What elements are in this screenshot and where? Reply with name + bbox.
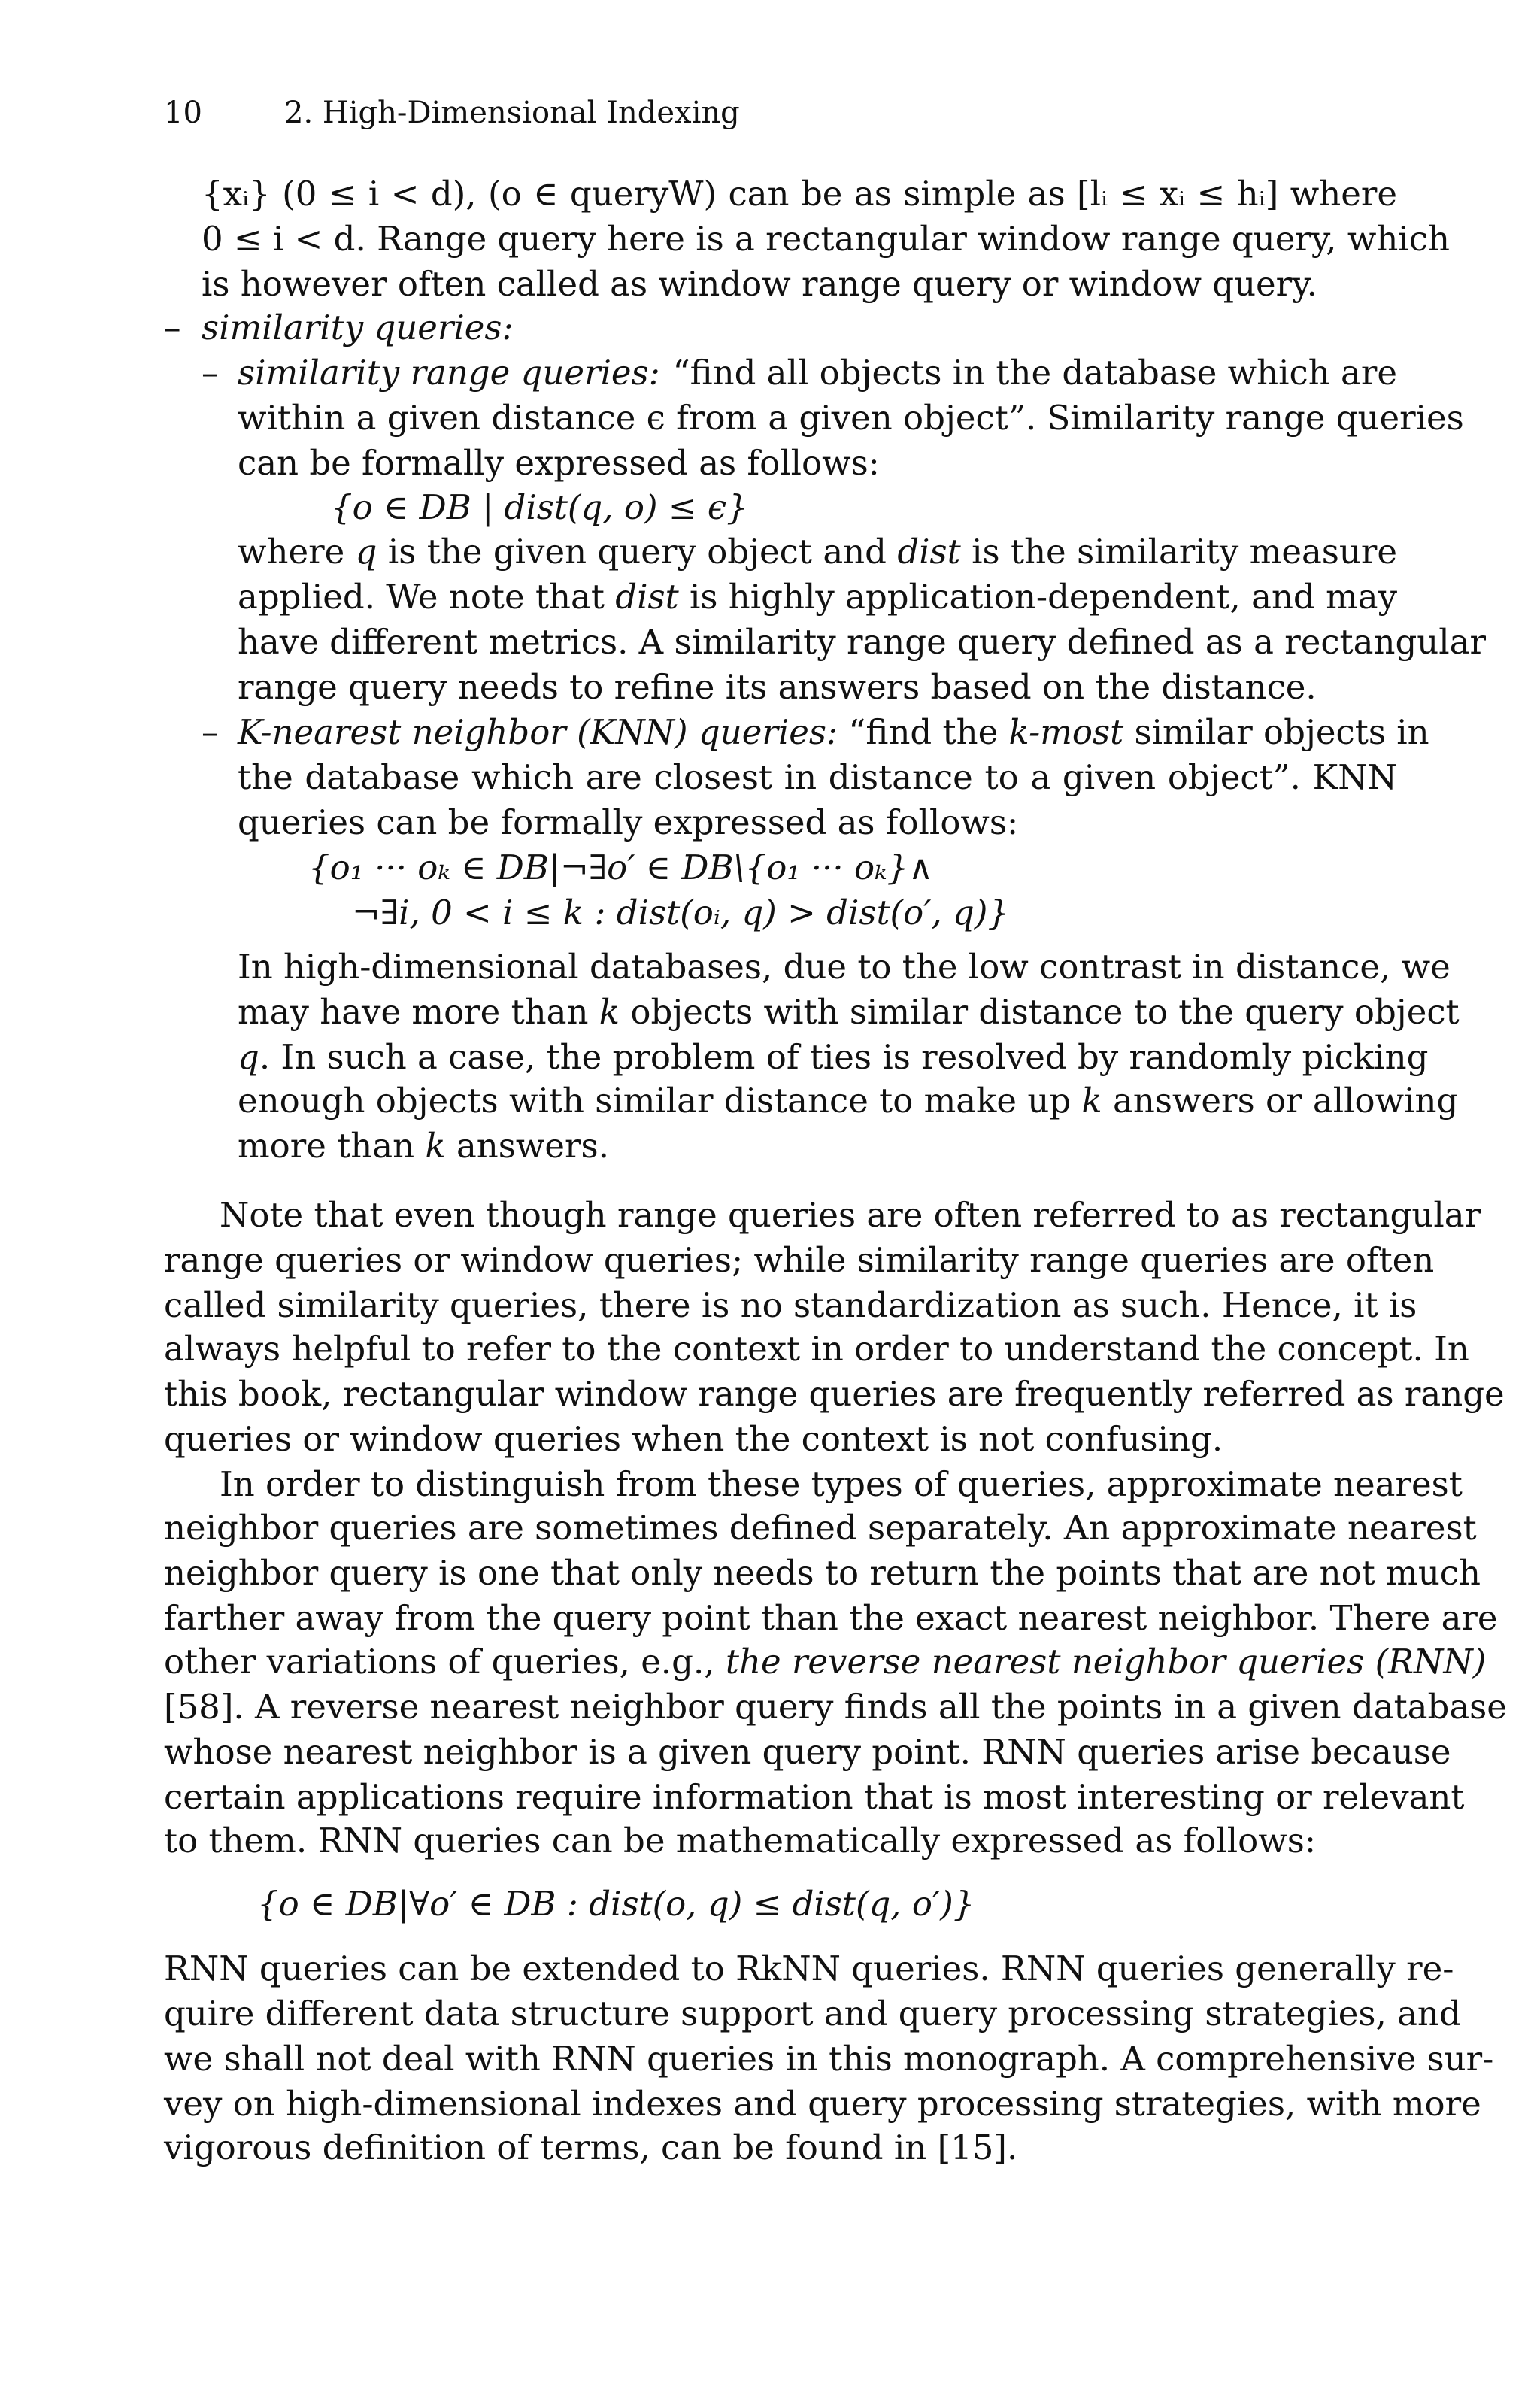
text-line: within a given distance ϵ from a given object”. Similarity range queries <box>238 398 1464 438</box>
text-line: In order to distinguish from these types of queries, approximate nearest <box>220 1464 1463 1504</box>
text-span: objects with similar distance to the query object <box>620 992 1460 1032</box>
equation: {o ∈ DB|∀o′ ∈ DB : dist(o, q) ≤ dist(q, o′)} <box>257 1884 975 1924</box>
text-line: RNN queries can be extended to RkNN queries. RNN queries generally re- <box>164 1949 1454 1988</box>
math-var: k <box>1081 1081 1102 1121</box>
text-span: “find the <box>838 712 1009 752</box>
text-line: the database which are closest in distance to a given object”. KNN <box>238 757 1397 797</box>
math-var: k-most <box>1008 712 1124 752</box>
math-var: k <box>599 992 620 1032</box>
text-span: enough objects with similar distance to make up <box>238 1081 1082 1121</box>
equation: {o ∈ DB | dist(q, o) ≤ ϵ} <box>331 487 748 527</box>
text-line: neighbor queries are sometimes defined separately. An approximate nearest <box>164 1508 1477 1548</box>
list-item-heading: similarity queries: <box>202 308 514 347</box>
text-line: is however often called as window range query or window query. <box>202 264 1317 304</box>
text-line: 0 ≤ i < d. Range query here is a rectangular window range query, which <box>202 219 1450 259</box>
page-number: 10 <box>164 96 202 130</box>
equation: {o₁ ··· oₖ ∈ DB|¬∃o′ ∈ DB\{o₁ ··· oₖ}∧ <box>308 848 934 887</box>
text-line: vey on high-dimensional indexes and query processing strategies, with more <box>164 2084 1481 2124</box>
text-line: this book, rectangular window range queries are frequently referred as range <box>164 1374 1505 1414</box>
list-dash: – <box>202 712 219 752</box>
text-line: quire different data structure support and query processing strategies, and <box>164 1994 1461 2033</box>
text-line: can be formally expressed as follows: <box>238 443 880 483</box>
text-line: range queries or window queries; while similarity range queries are often <box>164 1240 1435 1280</box>
text-line <box>238 1035 1429 1080</box>
text-span: is the given query object and <box>377 532 898 572</box>
text-line: [58]. A reverse nearest neighbor query finds all the points in a given database <box>164 1687 1507 1727</box>
text-span: where <box>238 532 356 572</box>
text-span: may have more than <box>238 992 599 1032</box>
text-span: more than <box>238 1126 426 1166</box>
list-dash: – <box>202 353 219 393</box>
text-line: vigorous definition of terms, can be found in [15]. <box>164 2127 1018 2167</box>
text-line: always helpful to refer to the context in order to understand the concept. In <box>164 1329 1469 1369</box>
text-line: queries can be formally expressed as follows: <box>238 802 1019 842</box>
math-var: dist <box>897 532 961 572</box>
text-span: “find all objects in the database which are <box>672 353 1397 393</box>
text-line: farther away from the query point than the exact nearest neighbor. There are <box>164 1598 1498 1638</box>
term-label: K-nearest neighbor (KNN) queries: <box>238 712 838 752</box>
math-var: k <box>425 1126 446 1166</box>
text-line: certain applications require information that is most interesting or relevant <box>164 1777 1465 1817</box>
text-line: we shall not deal with RNN queries in this monograph. A comprehensive sur- <box>164 2039 1494 2079</box>
text-span: is highly application-dependent, and may <box>678 577 1397 617</box>
text-line: {xᵢ} (0 ≤ i < d), (o ∈ queryW) can be as simple as [lᵢ ≤ xᵢ ≤ hᵢ] where <box>202 174 1397 214</box>
text-line <box>238 1124 609 1169</box>
text-span: is the similarity measure <box>960 532 1397 572</box>
text-line: whose nearest neighbor is a given query point. RNN queries arise because <box>164 1732 1451 1772</box>
text-line: queries or window queries when the context is not confusing. <box>164 1419 1223 1459</box>
text-line: range query needs to refine its answers based on the distance. <box>238 667 1317 707</box>
math-var: dist <box>615 577 679 617</box>
equation: ¬∃i, 0 < i ≤ k : dist(oᵢ, q) > dist(o′, q)} <box>352 893 1010 933</box>
text-line: In high-dimensional databases, due to the low contrast in distance, we <box>238 947 1451 987</box>
math-var: q <box>238 1037 259 1077</box>
text-line <box>238 710 1429 755</box>
text-line <box>238 990 1460 1035</box>
text-span: answers or allowing <box>1102 1081 1459 1121</box>
text-line <box>238 529 1397 575</box>
running-header <box>164 90 740 135</box>
math-var: q <box>355 532 377 572</box>
text-span: answers. <box>445 1126 609 1166</box>
text-span: other variations of queries, e.g., <box>164 1642 726 1682</box>
running-title: 2. High-Dimensional Indexing <box>284 96 740 130</box>
list-dash: – <box>164 308 181 347</box>
text-span: applied. We note that <box>238 577 616 617</box>
text-line: neighbor query is one that only needs to return the points that are not much <box>164 1553 1481 1593</box>
term-label: similarity range queries: <box>238 353 660 393</box>
text-line: Note that even though range queries are often referred to as rectangular <box>220 1195 1481 1235</box>
text-line <box>238 575 1397 620</box>
text-line: called similarity queries, there is no standardization as such. Hence, it is <box>164 1285 1417 1325</box>
text-line <box>164 1639 1487 1685</box>
text-span: similar objects in <box>1123 712 1429 752</box>
text-line: have different metrics. A similarity range query defined as a rectangular <box>238 622 1486 662</box>
term-label: the reverse nearest neighbor queries (RNN) <box>725 1642 1487 1682</box>
text-line <box>238 1078 1459 1124</box>
text-span: . In such a case, the problem of ties is resolved by randomly picking <box>259 1037 1429 1077</box>
text-line <box>238 350 1397 396</box>
text-line: to them. RNN queries can be mathematically expressed as follows: <box>164 1821 1317 1861</box>
